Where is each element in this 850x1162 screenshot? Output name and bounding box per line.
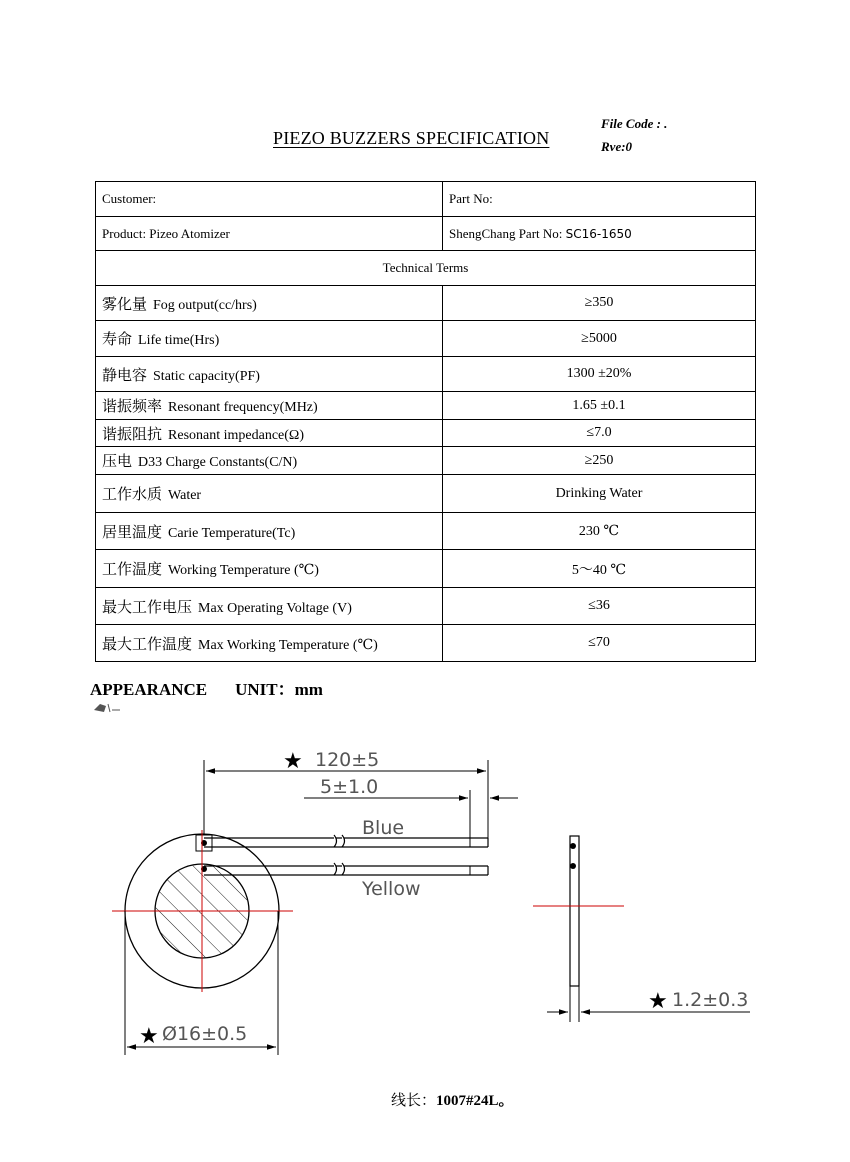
spec-label-en: Resonant frequency(MHz) bbox=[168, 400, 318, 415]
wire-break-icon bbox=[334, 835, 345, 847]
dim-label-diameter: Ø16±0.5 bbox=[162, 1023, 248, 1045]
wire-length-note bbox=[391, 1089, 514, 1110]
customer-label: Customer: bbox=[96, 182, 443, 217]
spec-label-en: Max Operating Voltage (V) bbox=[198, 600, 352, 616]
spec-label-cn: 谐振阻抗 bbox=[102, 424, 163, 443]
spec-label-en: Working Temperature (℃) bbox=[168, 563, 319, 578]
spec-value: ≤36 bbox=[443, 588, 756, 625]
spec-label-cn: 静电容 bbox=[102, 365, 148, 384]
technical-terms-heading: Technical Terms bbox=[96, 251, 756, 286]
spec-value: 1300 ±20% bbox=[443, 357, 756, 392]
spec-label-cn: 谐振频率 bbox=[102, 397, 163, 415]
appearance-label: APPEARANCE bbox=[90, 680, 208, 699]
dim-label-length: 120±5 bbox=[315, 749, 380, 771]
unit-label: UNIT：mm bbox=[235, 680, 323, 699]
wire-length-label: 线长： bbox=[391, 1091, 437, 1109]
spec-value: Drinking Water bbox=[443, 475, 756, 513]
spec-label-cn: 工作水质 bbox=[102, 485, 163, 503]
wire-label-blue: Blue bbox=[362, 817, 405, 839]
spec-label-en: Fog output(cc/hrs) bbox=[153, 297, 257, 313]
spec-value: ≥250 bbox=[443, 447, 756, 475]
spec-value: ≥5000 bbox=[443, 321, 756, 357]
spec-label-cn: 寿命 bbox=[102, 330, 133, 348]
dim-label-thickness: 1.2±0.3 bbox=[672, 989, 749, 1011]
spec-value: ≥350 bbox=[443, 286, 756, 321]
wire-break-icon bbox=[334, 863, 345, 875]
spec-label-en: Static capacity(PF) bbox=[153, 368, 260, 384]
spec-label-cn: 压电 bbox=[102, 452, 133, 470]
spec-value: ≤70 bbox=[443, 625, 756, 662]
file-code: File Code : . bbox=[601, 116, 668, 131]
sc-part-no-label: ShengChang Part No: bbox=[449, 225, 563, 241]
part-no-label: Part No: bbox=[443, 182, 756, 217]
dim-label-strip: 5±1.0 bbox=[320, 776, 379, 798]
wire-label-yellow: Yellow bbox=[362, 878, 421, 900]
spec-label-en: D33 Charge Constants(C/N) bbox=[138, 455, 298, 470]
star-icon: ★ bbox=[139, 1024, 159, 1049]
spec-label-en: Carie Temperature(Tc) bbox=[168, 525, 296, 541]
spec-value: 5～40 ℃ bbox=[443, 550, 756, 588]
spec-label-en: Max Working Temperature (℃) bbox=[198, 637, 378, 653]
revision: Rve:0 bbox=[601, 139, 633, 154]
spec-label-en: Water bbox=[168, 488, 202, 503]
spec-label-cn: 最大工作温度 bbox=[102, 634, 193, 653]
spec-value: ≤7.0 bbox=[443, 420, 756, 447]
spec-label-cn: 工作温度 bbox=[102, 560, 163, 578]
wire-length-value: 1007#24L。 bbox=[436, 1093, 514, 1109]
spec-label-cn: 最大工作电压 bbox=[102, 597, 193, 616]
spec-value: 230 ℃ bbox=[443, 513, 756, 550]
sc-part-no-value: SC16-1650 bbox=[565, 226, 632, 241]
star-icon: ★ bbox=[283, 749, 303, 774]
spec-label-en: Resonant impedance(Ω) bbox=[168, 427, 304, 443]
product-label: Product: Pizeo Atomizer bbox=[96, 217, 443, 251]
spec-label-cn: 雾化量 bbox=[102, 294, 148, 313]
side-solder-point bbox=[570, 863, 576, 869]
side-solder-point bbox=[570, 843, 576, 849]
side-view-disc bbox=[570, 836, 579, 986]
spec-value: 1.65 ±0.1 bbox=[443, 392, 756, 420]
star-icon: ★ bbox=[648, 989, 668, 1014]
spec-label-en: Life time(Hrs) bbox=[138, 333, 220, 348]
spec-label-cn: 居里温度 bbox=[102, 522, 163, 541]
document-title: PIEZO BUZZERS SPECIFICATION bbox=[273, 128, 550, 148]
